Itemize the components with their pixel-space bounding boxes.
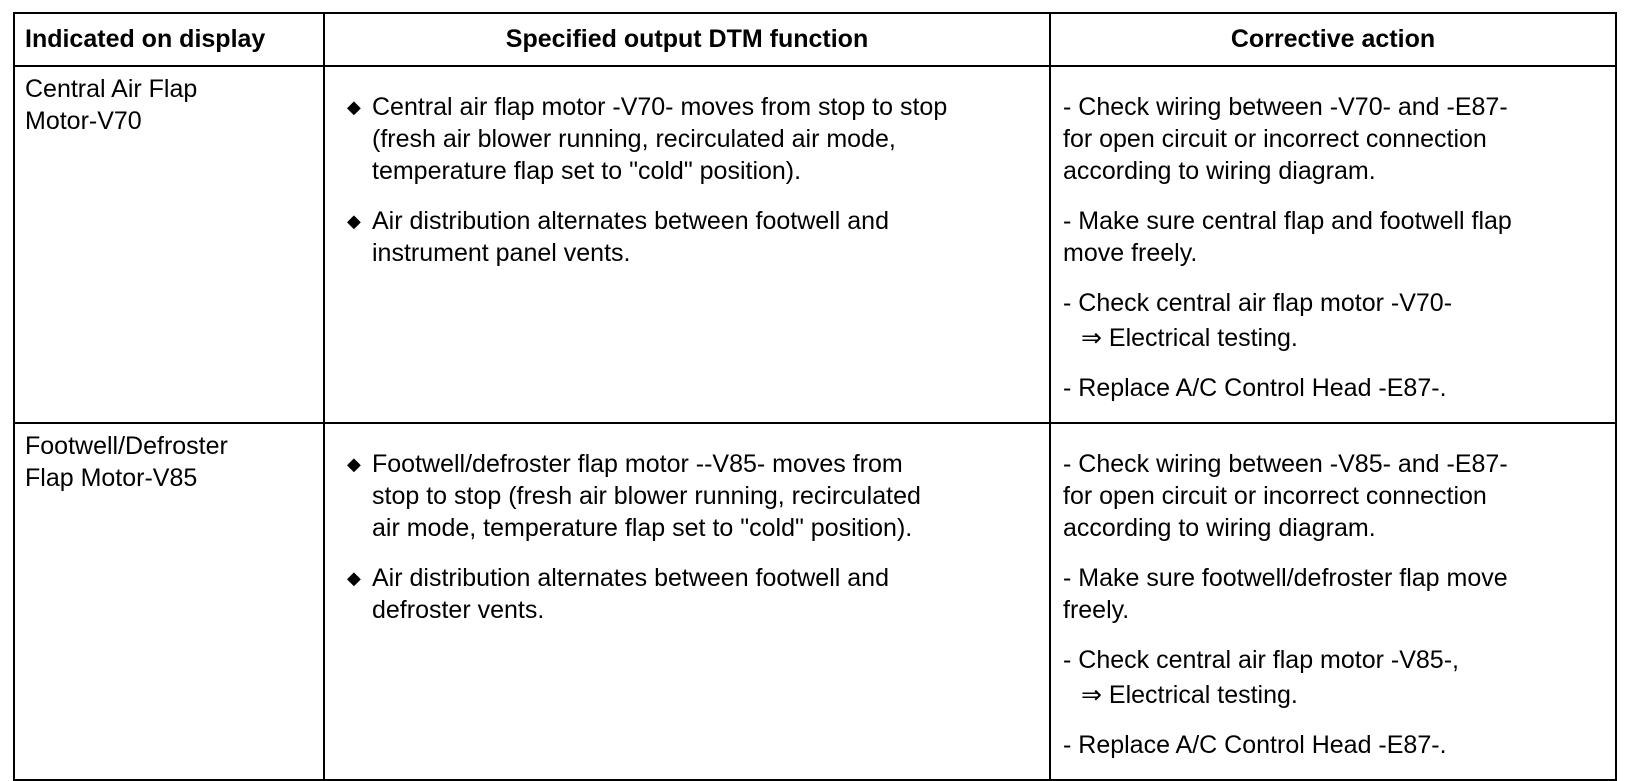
action-item: [1063, 729, 1605, 761]
action-item: [1063, 205, 1605, 269]
action-line: - Check wiring between -V70- and -E87-: [1063, 93, 1508, 121]
action-line: for open circuit or incorrect connection: [1063, 482, 1487, 510]
display-cell: [14, 423, 324, 780]
function-line: Central air flap motor -V70- moves from stop to stop: [372, 93, 948, 121]
table-row: [14, 423, 1616, 780]
dtm-table: [13, 12, 1617, 781]
function-cell: [324, 423, 1050, 780]
function-line: Air distribution alternates between footwell and: [372, 564, 889, 592]
table-row: [14, 66, 1616, 423]
function-line: Footwell/defroster flap motor --V85- moves from: [372, 450, 903, 478]
function-line: temperature flap set to "cold" position).: [372, 157, 802, 185]
function-line: air mode, temperature flap set to "cold" position).: [372, 514, 913, 542]
action-line: - Replace A/C Control Head -E87-.: [1063, 374, 1447, 402]
action-item: [1063, 287, 1605, 354]
action-line: according to wiring diagram.: [1063, 514, 1376, 542]
electrical-testing-link[interactable]: ⇒ Electrical testing.: [1081, 681, 1298, 709]
action-line: for open circuit or incorrect connection: [1063, 125, 1487, 153]
action-line: - Make sure footwell/defroster flap move: [1063, 564, 1508, 592]
display-line: Footwell/Defroster: [25, 432, 228, 460]
function-cell: [324, 66, 1050, 423]
function-line: defroster vents.: [372, 596, 545, 624]
diamond-bullet-icon: ◆: [347, 211, 361, 231]
display-line: Flap Motor-V85: [25, 464, 198, 492]
display-cell: [14, 66, 324, 423]
function-item: [347, 562, 1029, 626]
diamond-bullet-icon: ◆: [347, 568, 361, 588]
function-item: [347, 448, 1029, 544]
function-line: stop to stop (fresh air blower running, recirculated: [372, 482, 921, 510]
header-specified-output: Specified output DTM function: [324, 13, 1050, 66]
action-item: [1063, 562, 1605, 626]
header-indicated-on-display: Indicated on display: [14, 13, 324, 66]
action-cell: [1050, 423, 1616, 780]
action-line: - Check wiring between -V85- and -E87-: [1063, 450, 1508, 478]
action-line: move freely.: [1063, 239, 1198, 267]
action-line: - Make sure central flap and footwell flap: [1063, 207, 1512, 235]
electrical-testing-link[interactable]: ⇒ Electrical testing.: [1081, 324, 1298, 352]
action-cell: [1050, 66, 1616, 423]
action-item: [1063, 91, 1605, 187]
action-line: - Replace A/C Control Head -E87-.: [1063, 731, 1447, 759]
action-line: according to wiring diagram.: [1063, 157, 1376, 185]
action-line: freely.: [1063, 596, 1130, 624]
function-item: [347, 91, 1029, 187]
action-line: - Check central air flap motor -V85-,: [1063, 646, 1459, 674]
action-item: [1063, 644, 1605, 711]
action-line: - Check central air flap motor -V70-: [1063, 289, 1453, 317]
function-line: instrument panel vents.: [372, 239, 631, 267]
header-row: [14, 13, 1616, 66]
diamond-bullet-icon: ◆: [347, 97, 361, 117]
function-item: [347, 205, 1029, 269]
diamond-bullet-icon: ◆: [347, 454, 361, 474]
function-line: Air distribution alternates between footwell and: [372, 207, 889, 235]
header-corrective-action: Corrective action: [1050, 13, 1616, 66]
function-line: (fresh air blower running, recirculated air mode,: [372, 125, 896, 153]
action-item: [1063, 448, 1605, 544]
display-line: Motor-V70: [25, 107, 142, 135]
display-line: Central Air Flap: [25, 75, 198, 103]
action-item: [1063, 372, 1605, 404]
